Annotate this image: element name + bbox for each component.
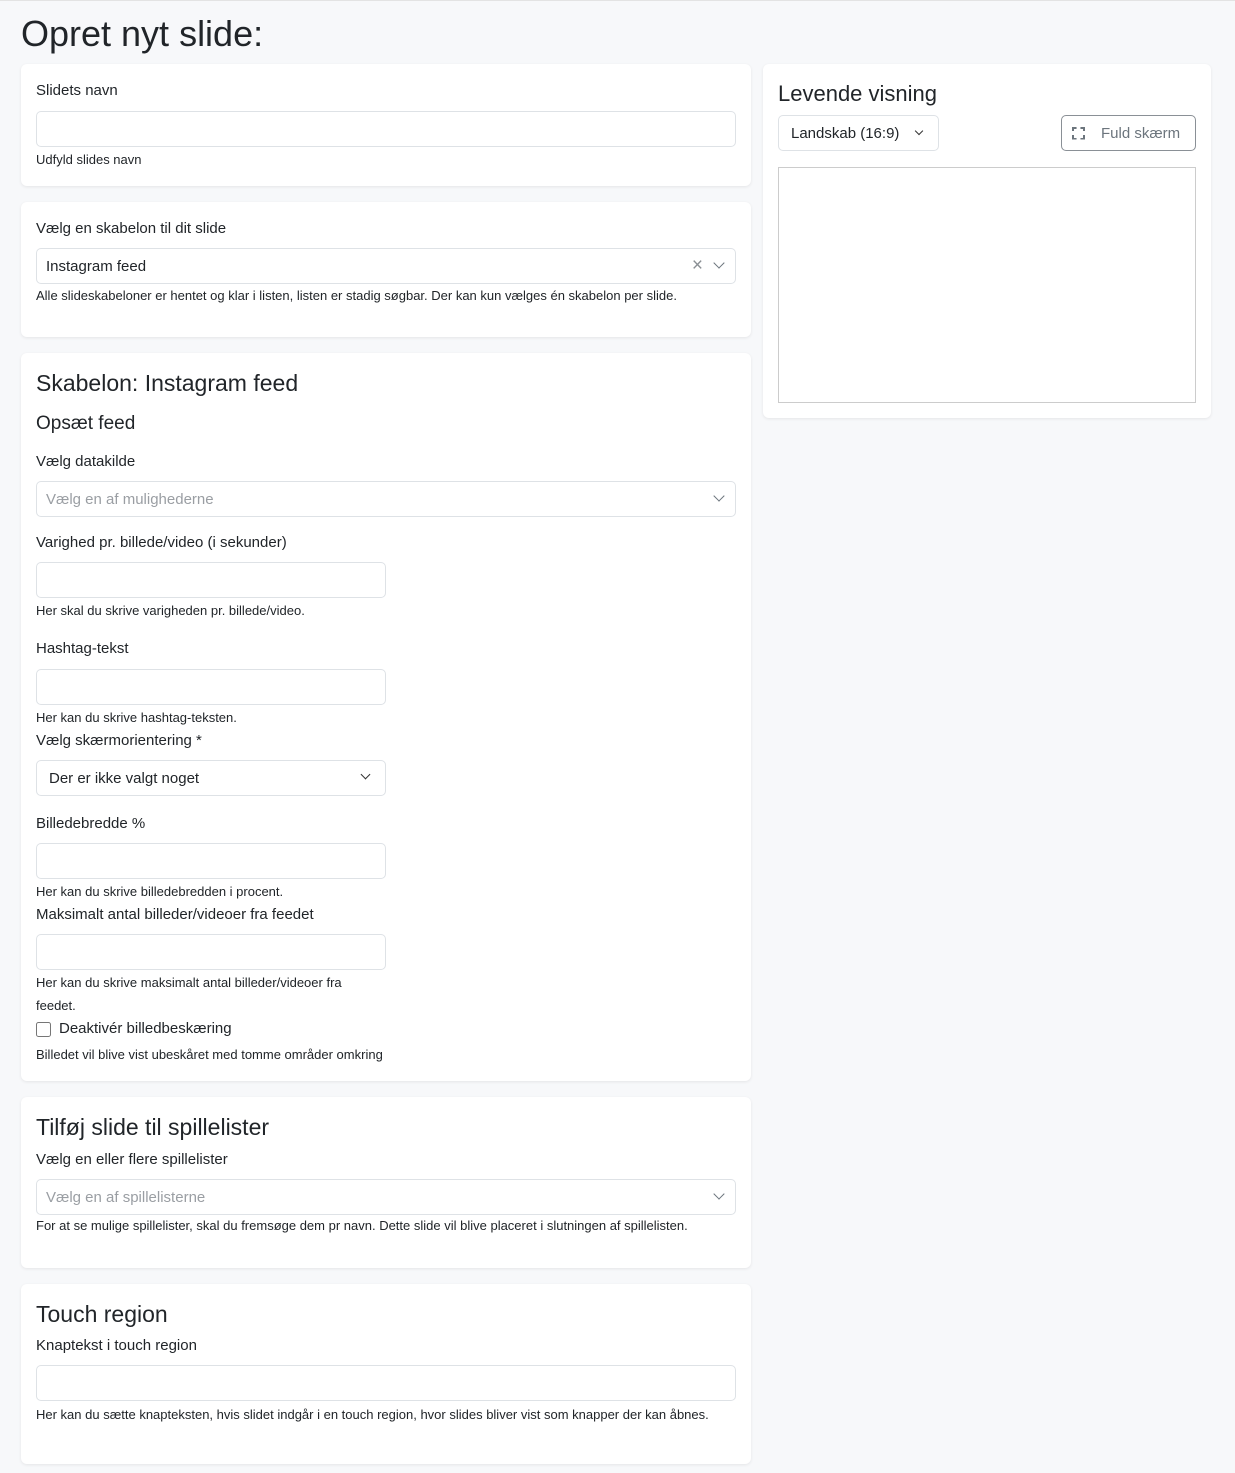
- datasource-select[interactable]: [36, 481, 736, 517]
- playlists-select[interactable]: [36, 1179, 736, 1215]
- duration-label: Varighed pr. billede/video (i sekunder): [36, 534, 287, 551]
- touch-button-text-input[interactable]: [36, 1365, 736, 1401]
- disable-crop-help: Billedet vil blive vist ubeskåret med tomme områder omkring: [36, 1047, 383, 1062]
- chevron-down-icon: [713, 490, 724, 501]
- template-select-value: Instagram feed: [46, 257, 147, 275]
- max-entries-label: Maksimalt antal billeder/videoer fra feedet: [36, 906, 314, 923]
- template-select[interactable]: [36, 248, 736, 284]
- fullscreen-icon: [1072, 127, 1085, 140]
- preview-title: Levende visning: [778, 81, 938, 106]
- hashtag-help: Her kan du skrive hashtag-teksten.: [36, 710, 237, 725]
- hashtag-label: Hashtag-tekst: [36, 640, 129, 657]
- slide-name-input[interactable]: [36, 111, 736, 147]
- disable-crop-label[interactable]: Deaktivér billedbeskæring: [59, 1020, 232, 1037]
- image-width-input[interactable]: [36, 843, 386, 879]
- slide-name-label: Slidets navn: [36, 82, 118, 99]
- live-preview-frame: [778, 167, 1196, 403]
- playlists-title: Tilføj slide til spillelister: [36, 1114, 270, 1140]
- orientation-select[interactable]: [36, 760, 386, 796]
- disable-crop-checkbox[interactable]: [36, 1022, 51, 1037]
- image-width-help: Her kan du skrive billedebredden i procent.: [36, 884, 284, 899]
- image-width-label: Billedebredde %: [36, 815, 146, 832]
- duration-input[interactable]: [36, 562, 386, 598]
- clear-icon[interactable]: ×: [691, 255, 703, 276]
- playlists-label: Vælg en eller flere spillelister: [36, 1151, 228, 1168]
- fullscreen-button[interactable]: [1061, 115, 1196, 151]
- touch-region-title: Touch region: [36, 1301, 168, 1327]
- template-label: Vælg en skabelon til dit slide: [36, 220, 227, 237]
- duration-help: Her skal du skrive varigheden pr. billede/video.: [36, 603, 305, 618]
- chevron-down-icon: [713, 1188, 724, 1199]
- playlists-placeholder: Vælg en af spillelisterne: [46, 1188, 206, 1206]
- preview-orientation-value: Landskab (16:9): [791, 124, 900, 142]
- touch-label: Knaptekst i touch region: [36, 1337, 197, 1354]
- slide-name-help: Udfyld slides navn: [36, 152, 142, 167]
- fullscreen-label: Fuld skærm: [1101, 124, 1181, 142]
- preview-orientation-select[interactable]: [778, 115, 939, 151]
- orientation-label: Vælg skærmorientering *: [36, 732, 202, 749]
- touch-help: Her kan du sætte knapteksten, hvis slidet indgår i en touch region, hvor slides bliver vist som knapper der kan åbnes.: [36, 1407, 709, 1422]
- chevron-down-icon: [361, 770, 371, 780]
- playlists-help: For at se mulige spillelister, skal du fremsøge dem pr navn. Dette slide vil blive placeret i slutningen af spillelisten.: [36, 1218, 688, 1233]
- template-help: Alle slideskabeloner er hentet og klar i listen, listen er stadig søgbar. Der kan kun vælges én skabelon per slide.: [36, 288, 677, 303]
- feed-setup-title: Opsæt feed: [36, 413, 136, 434]
- chevron-down-icon: [915, 127, 923, 135]
- template-settings-title: Skabelon: Instagram feed: [36, 370, 299, 396]
- orientation-value: Der er ikke valgt noget: [49, 769, 200, 787]
- datasource-label: Vælg datakilde: [36, 453, 136, 470]
- max-entries-help: Her kan du skrive maksimalt antal billeder/videoer fra feedet.: [36, 975, 342, 1013]
- max-entries-input[interactable]: [36, 934, 386, 970]
- datasource-placeholder: Vælg en af mulighederne: [46, 490, 214, 508]
- page-title: Opret nyt slide:: [21, 13, 264, 54]
- chevron-down-icon: [713, 257, 724, 268]
- hashtag-input[interactable]: [36, 669, 386, 705]
